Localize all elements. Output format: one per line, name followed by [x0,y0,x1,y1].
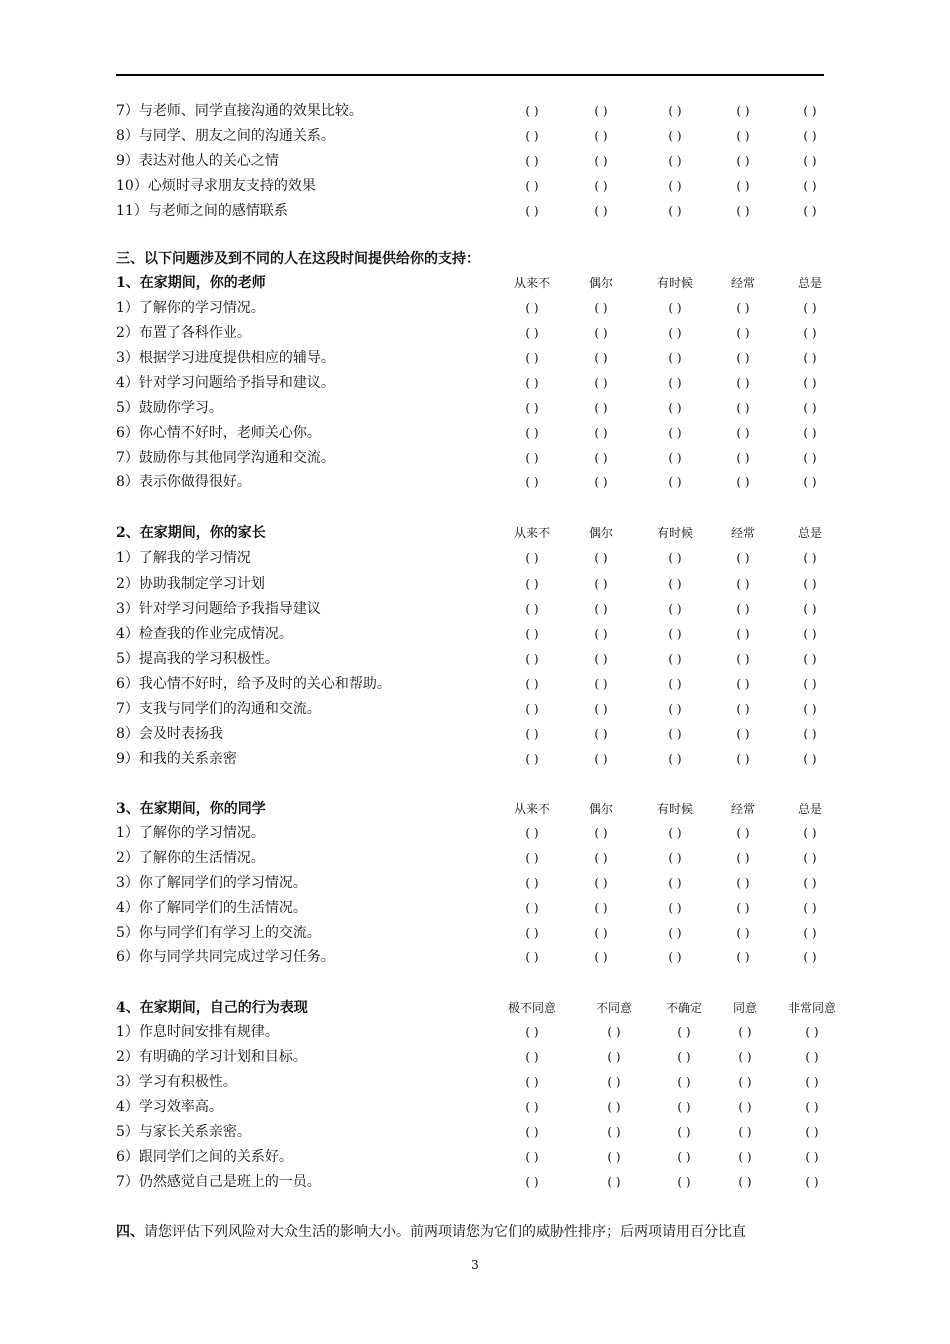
answer-option[interactable]: ( ) [803,451,817,465]
answer-option[interactable]: ( ) [525,1100,539,1114]
answer-option[interactable]: ( ) [677,1175,691,1189]
answer-option[interactable]: ( ) [736,301,750,315]
answer-option[interactable]: ( ) [805,1175,819,1189]
answer-option[interactable]: ( ) [668,376,682,390]
answer-option[interactable]: ( ) [803,179,817,193]
answer-option[interactable]: ( ) [607,1175,621,1189]
question-label: 11）与老师之间的感情联系 [116,203,288,219]
answer-option[interactable]: ( ) [803,876,817,890]
question-row [0,101,950,125]
answer-option[interactable]: ( ) [736,926,750,940]
answer-option[interactable]: ( ) [805,1100,819,1114]
answer-option[interactable]: ( ) [736,652,750,666]
answer-option[interactable]: ( ) [525,652,539,666]
question-label: 2）有明确的学习计划和目标。 [116,1049,307,1065]
answer-option[interactable]: ( ) [736,901,750,915]
answer-option[interactable]: ( ) [594,577,608,591]
question-row [0,448,950,472]
question-row [0,348,950,372]
question-label: 1）了解你的学习情况。 [116,825,265,841]
question-row [0,176,950,200]
answer-option[interactable]: ( ) [525,104,539,118]
answer-option[interactable]: ( ) [803,577,817,591]
answer-option[interactable]: ( ) [736,876,750,890]
answer-option[interactable]: ( ) [736,602,750,616]
answer-option[interactable]: ( ) [525,727,539,741]
section-four-text: 请您评估下列风险对大众生活的影响大小。前两项请您为它们的威胁性排序；后两项请用百分比直 [144,1224,746,1240]
answer-option[interactable]: ( ) [736,376,750,390]
answer-option[interactable]: ( ) [677,1025,691,1039]
group-title: 4、在家期间，自己的行为表现 [116,1000,308,1016]
answer-option[interactable]: ( ) [668,204,682,218]
question-row [0,373,950,397]
question-label: 3）学习有积极性。 [116,1074,237,1090]
question-row [0,1097,950,1121]
answer-option[interactable]: ( ) [525,154,539,168]
answer-option[interactable]: ( ) [525,627,539,641]
answer-option[interactable]: ( ) [803,154,817,168]
question-label: 6）我心情不好时，给予及时的关心和帮助。 [116,676,391,692]
scale-header: 不确定 [665,1001,703,1015]
answer-option[interactable]: ( ) [668,602,682,616]
scale-header: 从来不 [513,802,551,816]
question-label: 2）了解你的生活情况。 [116,850,265,866]
answer-option[interactable]: ( ) [736,154,750,168]
answer-option[interactable]: ( ) [803,826,817,840]
group-title: 2、在家期间，你的家长 [116,525,266,541]
answer-option[interactable]: ( ) [594,204,608,218]
answer-option[interactable]: ( ) [803,851,817,865]
answer-option[interactable]: ( ) [594,752,608,766]
answer-option[interactable]: ( ) [525,204,539,218]
answer-option[interactable]: ( ) [668,727,682,741]
answer-option[interactable]: ( ) [736,426,750,440]
question-row [0,624,950,648]
scale-header: 从来不 [513,526,551,540]
answer-option[interactable]: ( ) [525,752,539,766]
answer-option[interactable]: ( ) [668,826,682,840]
answer-option[interactable]: ( ) [738,1125,752,1139]
question-row [0,873,950,897]
answer-option[interactable]: ( ) [677,1150,691,1164]
scale-header: 有时候 [656,802,694,816]
answer-option[interactable]: ( ) [736,577,750,591]
question-row [0,273,950,297]
answer-option[interactable]: ( ) [668,351,682,365]
answer-option[interactable]: ( ) [594,154,608,168]
answer-option[interactable]: ( ) [803,351,817,365]
answer-option[interactable]: ( ) [803,901,817,915]
scale-header: 偶尔 [588,526,614,540]
question-row [0,898,950,922]
answer-option[interactable]: ( ) [803,376,817,390]
question-row [0,947,950,971]
answer-option[interactable]: ( ) [594,401,608,415]
answer-option[interactable]: ( ) [736,851,750,865]
question-row [0,799,950,823]
answer-option[interactable]: ( ) [668,652,682,666]
question-row [0,201,950,225]
question-row [0,823,950,847]
answer-option[interactable]: ( ) [805,1125,819,1139]
answer-option[interactable]: ( ) [738,1150,752,1164]
answer-option[interactable]: ( ) [803,727,817,741]
question-row [0,151,950,175]
answer-option[interactable]: ( ) [594,426,608,440]
question-label: 7）鼓励你与其他同学沟通和交流。 [116,450,335,466]
answer-option[interactable]: ( ) [525,426,539,440]
answer-option[interactable]: ( ) [594,104,608,118]
answer-option[interactable]: ( ) [677,1075,691,1089]
scale-header: 同意 [732,1001,758,1015]
question-label: 1）了解你的学习情况。 [116,300,265,316]
question-label: 4）你了解同学们的生活情况。 [116,900,307,916]
question-label: 4）学习效率高。 [116,1099,223,1115]
page-number: 3 [471,1258,479,1272]
answer-option[interactable]: ( ) [594,652,608,666]
answer-option[interactable]: ( ) [525,451,539,465]
answer-option[interactable]: ( ) [803,602,817,616]
question-row [0,423,950,447]
answer-option[interactable]: ( ) [594,926,608,940]
answer-option[interactable]: ( ) [736,677,750,691]
question-row [0,1047,950,1071]
answer-option[interactable]: ( ) [736,475,750,489]
question-row [0,472,950,496]
answer-option[interactable]: ( ) [525,577,539,591]
answer-option[interactable]: ( ) [668,851,682,865]
answer-option[interactable]: ( ) [803,627,817,641]
answer-option[interactable]: ( ) [594,602,608,616]
scale-header: 经常 [730,802,756,816]
answer-option[interactable]: ( ) [525,1025,539,1039]
answer-option[interactable]: ( ) [736,104,750,118]
answer-option[interactable]: ( ) [803,104,817,118]
question-label: 7）支我与同学们的沟通和交流。 [116,701,321,717]
answer-option[interactable]: ( ) [736,129,750,143]
question-label: 5）你与同学们有学习上的交流。 [116,925,321,941]
answer-option[interactable]: ( ) [805,1025,819,1039]
question-label: 5）提高我的学习积极性。 [116,651,279,667]
answer-option[interactable]: ( ) [525,475,539,489]
answer-option[interactable]: ( ) [668,901,682,915]
question-label: 9）和我的关系亲密 [116,751,237,767]
answer-option[interactable]: ( ) [668,876,682,890]
answer-option[interactable]: ( ) [736,401,750,415]
answer-option[interactable]: ( ) [805,1075,819,1089]
answer-option[interactable]: ( ) [525,1150,539,1164]
answer-option[interactable]: ( ) [668,326,682,340]
answer-option[interactable]: ( ) [668,926,682,940]
question-row [0,599,950,623]
answer-option[interactable]: ( ) [594,851,608,865]
answer-option[interactable]: ( ) [738,1075,752,1089]
question-row [0,1172,950,1196]
answer-option[interactable]: ( ) [594,451,608,465]
question-row [0,126,950,150]
answer-option[interactable]: ( ) [803,677,817,691]
answer-option[interactable]: ( ) [607,1100,621,1114]
question-row [0,574,950,598]
question-label: 8）与同学、朋友之间的沟通关系。 [116,128,335,144]
answer-option[interactable]: ( ) [607,1150,621,1164]
answer-option[interactable]: ( ) [525,376,539,390]
question-row [0,724,950,748]
question-label: 1）了解我的学习情况 [116,550,251,566]
answer-option[interactable]: ( ) [525,1050,539,1064]
scale-header: 总是 [797,276,823,290]
question-label: 3）针对学习问题给予我指导建议 [116,601,321,617]
answer-option[interactable]: ( ) [607,1075,621,1089]
answer-option[interactable]: ( ) [525,351,539,365]
answer-option[interactable]: ( ) [525,1075,539,1089]
answer-option[interactable]: ( ) [736,826,750,840]
answer-option[interactable]: ( ) [525,677,539,691]
question-row [0,674,950,698]
answer-option[interactable]: ( ) [607,1050,621,1064]
answer-option[interactable]: ( ) [525,901,539,915]
answer-option[interactable]: ( ) [525,1175,539,1189]
answer-option[interactable]: ( ) [805,1050,819,1064]
answer-option[interactable]: ( ) [736,451,750,465]
question-row [0,323,950,347]
group-title: 1、在家期间，你的老师 [116,275,266,291]
question-label: 5）与家长关系亲密。 [116,1124,251,1140]
question-row [0,298,950,322]
scale-header: 偶尔 [588,802,614,816]
answer-option[interactable]: ( ) [805,1150,819,1164]
section-four-paragraph [116,1222,746,1242]
answer-option[interactable]: ( ) [803,129,817,143]
question-row [0,1072,950,1096]
answer-option[interactable]: ( ) [736,551,750,565]
answer-option[interactable]: ( ) [803,950,817,964]
answer-option[interactable]: ( ) [525,301,539,315]
answer-option[interactable]: ( ) [668,426,682,440]
answer-option[interactable]: ( ) [803,204,817,218]
answer-option[interactable]: ( ) [677,1100,691,1114]
answer-option[interactable]: ( ) [803,426,817,440]
answer-option[interactable]: ( ) [525,602,539,616]
question-row [0,548,950,572]
answer-option[interactable]: ( ) [668,627,682,641]
scale-header: 总是 [797,526,823,540]
answer-option[interactable]: ( ) [525,926,539,940]
answer-option[interactable]: ( ) [594,627,608,641]
answer-option[interactable]: ( ) [607,1125,621,1139]
question-label: 6）你心情不好时，老师关心你。 [116,425,321,441]
section-title: 三、以下问题涉及到不同的人在这段时间提供给你的支持： [116,251,480,267]
answer-option[interactable]: ( ) [736,752,750,766]
scale-header: 经常 [730,526,756,540]
answer-option[interactable]: ( ) [594,129,608,143]
answer-option[interactable]: ( ) [668,104,682,118]
answer-option[interactable]: ( ) [668,475,682,489]
question-row [0,398,950,422]
answer-option[interactable]: ( ) [668,950,682,964]
answer-option[interactable]: ( ) [736,627,750,641]
question-row [0,1122,950,1146]
answer-option[interactable]: ( ) [736,702,750,716]
answer-option[interactable]: ( ) [803,926,817,940]
question-label: 9）表达对他人的关心之情 [116,153,279,169]
question-label: 1）作息时间安排有规律。 [116,1024,279,1040]
answer-option[interactable]: ( ) [677,1050,691,1064]
answer-option[interactable]: ( ) [803,551,817,565]
answer-option[interactable]: ( ) [738,1025,752,1039]
answer-option[interactable]: ( ) [525,826,539,840]
question-label: 3）根据学习进度提供相应的辅导。 [116,350,335,366]
answer-option[interactable]: ( ) [738,1050,752,1064]
scale-header: 偶尔 [588,276,614,290]
scale-header: 总是 [797,802,823,816]
answer-option[interactable]: ( ) [594,301,608,315]
answer-option[interactable]: ( ) [736,326,750,340]
answer-option[interactable]: ( ) [668,577,682,591]
answer-option[interactable]: ( ) [803,301,817,315]
question-label: 4）检查我的作业完成情况。 [116,626,293,642]
answer-option[interactable]: ( ) [736,727,750,741]
answer-option[interactable]: ( ) [803,702,817,716]
answer-option[interactable]: ( ) [668,154,682,168]
answer-option[interactable]: ( ) [525,401,539,415]
section-four-lead: 四、 [116,1224,144,1240]
question-label: 8）会及时表扬我 [116,726,223,742]
answer-option[interactable]: ( ) [668,702,682,716]
answer-option[interactable]: ( ) [594,727,608,741]
answer-option[interactable]: ( ) [525,129,539,143]
scale-header: 经常 [730,276,756,290]
answer-option[interactable]: ( ) [594,901,608,915]
group-title: 3、在家期间，你的同学 [116,801,266,817]
answer-option[interactable]: ( ) [668,179,682,193]
answer-option[interactable]: ( ) [594,876,608,890]
answer-option[interactable]: ( ) [803,652,817,666]
question-label: 2）布置了各科作业。 [116,325,251,341]
answer-option[interactable]: ( ) [738,1175,752,1189]
answer-option[interactable]: ( ) [668,129,682,143]
question-row [0,998,950,1022]
question-label: 7）与老师、同学直接沟通的效果比较。 [116,103,363,119]
answer-option[interactable]: ( ) [525,702,539,716]
answer-option[interactable]: ( ) [525,851,539,865]
question-row [0,1022,950,1046]
answer-option[interactable]: ( ) [525,326,539,340]
question-label: 3）你了解同学们的学习情况。 [116,875,307,891]
answer-option[interactable]: ( ) [594,475,608,489]
question-row [0,848,950,872]
question-row [0,1147,950,1171]
answer-option[interactable]: ( ) [736,204,750,218]
answer-option[interactable]: ( ) [738,1100,752,1114]
question-label: 2）协助我制定学习计划 [116,576,265,592]
scale-header: 不同意 [595,1001,633,1015]
answer-option[interactable]: ( ) [803,475,817,489]
question-row [0,699,950,723]
question-label: 6）你与同学共同完成过学习任务。 [116,949,335,965]
question-row [0,923,950,947]
answer-option[interactable]: ( ) [736,351,750,365]
answer-option[interactable]: ( ) [677,1125,691,1139]
answer-option[interactable]: ( ) [668,677,682,691]
answer-option[interactable]: ( ) [803,752,817,766]
answer-option[interactable]: ( ) [525,179,539,193]
question-label: 7）仍然感觉自己是班上的一员。 [116,1174,321,1190]
answer-option[interactable]: ( ) [594,950,608,964]
answer-option[interactable]: ( ) [594,702,608,716]
answer-option[interactable]: ( ) [594,826,608,840]
header-rule [116,74,824,76]
answer-option[interactable]: ( ) [525,876,539,890]
question-label: 10）心烦时寻求朋友支持的效果 [116,178,316,194]
answer-option[interactable]: ( ) [594,551,608,565]
answer-option[interactable]: ( ) [525,1125,539,1139]
answer-option[interactable]: ( ) [594,351,608,365]
scale-header: 极不同意 [507,1001,557,1015]
question-label: 8）表示你做得很好。 [116,474,251,490]
question-label: 4）针对学习问题给予指导和建议。 [116,375,335,391]
scale-header: 有时候 [656,526,694,540]
question-row [0,649,950,673]
scale-header: 有时候 [656,276,694,290]
answer-option[interactable]: ( ) [525,551,539,565]
answer-option[interactable]: ( ) [594,179,608,193]
answer-option[interactable]: ( ) [736,950,750,964]
answer-option[interactable]: ( ) [668,451,682,465]
answer-option[interactable]: ( ) [668,752,682,766]
question-label: 5）鼓励你学习。 [116,400,223,416]
question-row [0,749,950,773]
answer-option[interactable]: ( ) [668,301,682,315]
question-row [0,523,950,547]
answer-option[interactable]: ( ) [668,551,682,565]
answer-option[interactable]: ( ) [594,677,608,691]
answer-option[interactable]: ( ) [668,401,682,415]
scale-header: 从来不 [513,276,551,290]
answer-option[interactable]: ( ) [594,326,608,340]
answer-option[interactable]: ( ) [736,179,750,193]
question-label: 6）跟同学们之间的关系好。 [116,1149,293,1165]
answer-option[interactable]: ( ) [525,950,539,964]
answer-option[interactable]: ( ) [607,1025,621,1039]
answer-option[interactable]: ( ) [594,376,608,390]
scale-header: 非常同意 [787,1001,837,1015]
answer-option[interactable]: ( ) [803,401,817,415]
answer-option[interactable]: ( ) [803,326,817,340]
question-row [0,249,950,273]
